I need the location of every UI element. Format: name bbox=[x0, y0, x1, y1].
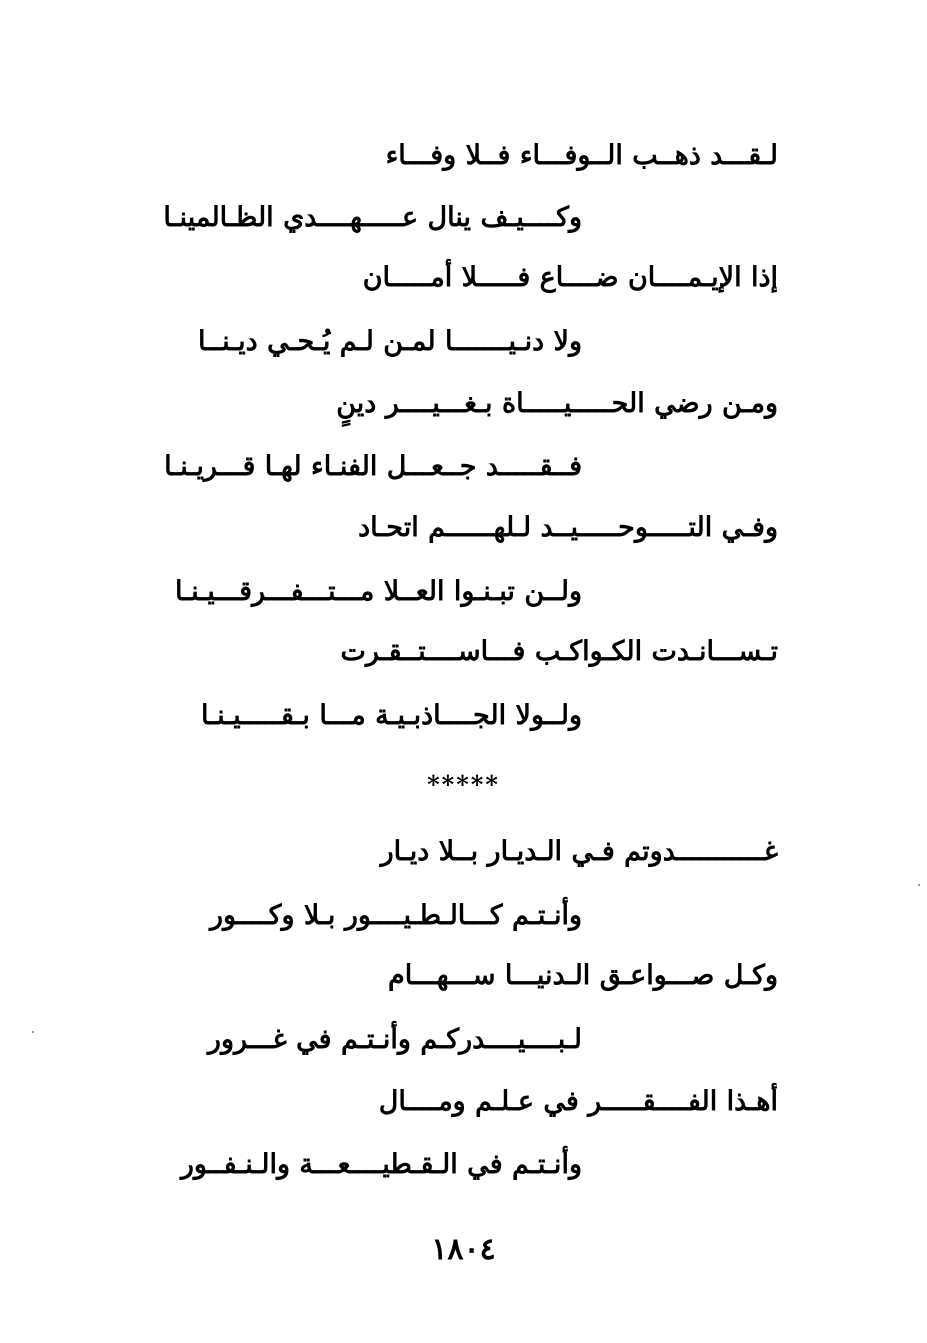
verse-line: وفـي التـــــوحـــــيــد لـلهــــــم اتحـاد bbox=[358, 512, 778, 543]
verse-line: ولــولا الجــــاذبـيـة مـــا بـقـــــيـنـا bbox=[200, 700, 582, 731]
scan-speck bbox=[918, 884, 920, 886]
verse-line: ولــن تبـنـوا العــلا مـــتـــفـــرقـــيـنـا bbox=[175, 576, 582, 607]
verse-line: تـســـانـدت الكـواكـب فـــاســــتــقـرت bbox=[340, 636, 778, 667]
verse-line: لـقـــد ذهــب الــوفـــاء فــلا وفـــاء bbox=[385, 140, 778, 171]
verse-line: أهـذا الفــــقـــــر في عـلـم ومــــال bbox=[378, 1086, 778, 1117]
stanza-separator: ***** bbox=[427, 770, 500, 799]
verse-line: فــقـــــد جــعـــل الفنـاء لهـا قـــريـنـا bbox=[164, 451, 582, 482]
verse-line: لـبــــيــــدركـم وأنـتـم في غـــرور bbox=[207, 1024, 582, 1055]
verse-line: وكــــيـف ينال عـــــهــــدي الظـالمينـا bbox=[163, 202, 582, 233]
verse-line: غـــــــــــدوتم فـي الـديـار بــلا ديـار bbox=[380, 836, 778, 867]
scan-speck bbox=[32, 1031, 34, 1033]
verse-line: إذا الإيـمــــان ضــــاع فـــــلا أمـــــان bbox=[362, 262, 778, 293]
page-number: ١٨٠٤ bbox=[431, 1232, 496, 1267]
verse-line: ومـن رضي الحـــــيـــــاة بـغـــيــــر دينٍ bbox=[336, 388, 778, 419]
verse-line: وأنـتـم كـــالـطـيــــور بـلا وكــــور bbox=[209, 900, 582, 931]
verse-line: وكـل صـــواعـق الـدنيـــا ســـهـــام bbox=[388, 960, 778, 991]
verse-line: ولا دنـيـــــــا لمـن لـم يُـحـي ديـنــا bbox=[198, 326, 582, 357]
verse-line: وأنـتـم في الـقـطيــــعـــة والـنـفــور bbox=[180, 1149, 582, 1180]
